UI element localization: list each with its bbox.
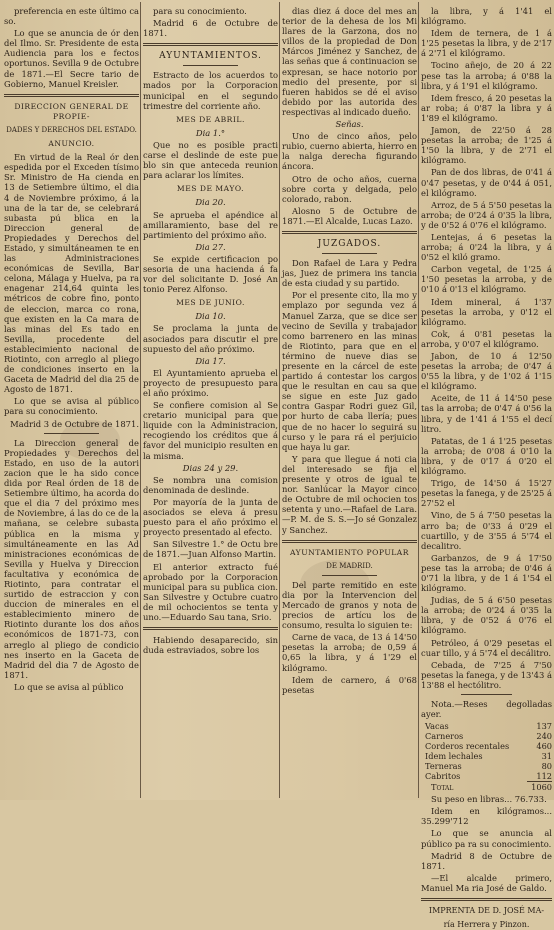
slaughter-table (421, 721, 552, 792)
table-cell-label: Total (431, 781, 454, 792)
paragraph: Lentejas, á 6 pesetas la arroba; á 0'24 la libra, y á 0'52 el kiló gramo. (421, 231, 552, 263)
paragraph: para su conocimiento. (153, 6, 247, 16)
month-heading: MES DE JUNIO. (176, 298, 245, 308)
paragraph: Garbanzos, de 9 á 17'50 pese tas la arroba; de 0'46 á 0'71 la libra, y de 1 á 1'54 el kilógramo. (421, 552, 552, 594)
table-cell-value: 240 (536, 731, 552, 742)
table-total-row (421, 782, 552, 793)
paragraph: Del parte remitido en este dia por la Intervencion del Mercado de granos y nota de precios de artícu los de consumo, resulta lo siguien te: (282, 579, 417, 631)
divider (282, 540, 417, 543)
paragraph: la libra, y á 1'41 el kilógramo. (421, 6, 552, 27)
paragraph: preferencia en este último ca so. (4, 6, 139, 27)
table-row (421, 761, 552, 771)
paragraph: Cok, á 0'81 pesetas la arroba, y 0'07 el kilógramo. (421, 328, 552, 349)
divider (322, 253, 377, 254)
table-cell-label: Vacas (425, 721, 449, 732)
paragraph: Carbon vegetal, de 1'25 á 1'50 pesetas la arroba, y de 0'10 á 0'13 el kilógramo. (421, 264, 552, 295)
section-heading: ANUNCIO. (48, 139, 95, 149)
paragraph: dias diez á doce del mes an terior de la dehesa de los Mi llares de la Garzona, dos no villos de la propiedad de Don Márcos Jiménez y Sanchez, de las señas que á continuacion se expresan, se hace notorio por medio del presente, por si fueren habidos se dé el aviso debido por las autorida des respectivas al indicado dueño. (282, 6, 417, 117)
table-cell-value: 460 (536, 741, 552, 752)
paragraph: En virtud de la Real ór den espedida por el Exceden tísimo Sr. Ministro de Ha cienda en 13 de Setiembre último, el dia 4 de Noviembre próximo, á la una de la tar de, se celebrará subasta pú blica en la Direccion general de Propiedades y Derechos del Estado, y simultáneamen te en las Administraciones económicas de Sevilla, Bar celona, Málaga y Huelva, pa ra enagenar 214,64 quinta les métricos de cobre fino, ponto de eleccion, marca co rona, que existen en la Ca mara de las minas del Es tado en Sevilla, procedente del establecimiento nacional de Riotinto, con arreglo al pliego de condiciones inserto en la Gaceta de Madrid del dia 25 de Agosto de 1871. (4, 152, 139, 395)
column-1 (4, 6, 139, 796)
paragraph: Otro de ocho años, cuerna sobre corta y delgada, pelo colorado, rabon. (282, 173, 417, 204)
day-label: Dia 20. (195, 197, 226, 208)
paragraph: Arroz, de 5 á 5'50 pesetas la arroba; de 0'24 á 0'35 la libra, y de 0'52 á 0'76 el kilógramo. (421, 199, 552, 230)
paragraph: Lo que se avisa al público (14, 681, 124, 692)
paragraph: Lo que se anuncia al público pa ra su conocimiento. (421, 828, 552, 849)
paragraph: Estracto de los acuerdos to mados por la Corporacion municipal en el segundo trimestre del corriente año. (143, 70, 278, 111)
paragraph: Don Rafael de Lara y Pedra jas, Juez de primera ins tancia de esta ciudad y su partido. (282, 258, 417, 289)
section-heading: AYUNTAMIENTOS. (159, 51, 262, 62)
paragraph: Idem de carnero, á 0'68 pesetas (282, 674, 417, 695)
table-cell-label: Idem lechales (425, 751, 483, 762)
paragraph: Se confiere comision al Se cretario municipal para que liquide con la Administracion, recogiendo los créditos que á favor del municipio resulten en la misma. (143, 400, 278, 461)
dateline: Madrid 3 de Octubre de 1871. (10, 418, 139, 429)
paragraph: Tocino añejo, de 20 á 22 pese tas la arroba; á 0'88 la libra, y á 1'91 el kilógramo. (421, 60, 552, 91)
paragraph: Jabon, de 10 á 12'50 pesetas la arroba; de 0'47 á 0'55 la libra, y de 1'02 á 1'15 el kilógramo. (421, 351, 552, 392)
table-cell-label: Terneras (425, 761, 462, 772)
paragraph: Habiendo desaparecido, sin duda estraviados, sobre los (143, 635, 278, 656)
paragraph: Y para que llegue á noti cia del interesado se fija el presente y otros de igual te nor. Sanlúcar la Mayor cinco de Octubre de mil ochocien tos setenta y uno.—Rafael de Lara.—P. M. de S. S.—Jo sé Gonzalez y Sanchez. (282, 453, 417, 535)
divider (143, 627, 278, 630)
section-heading: DIRECCION GENERAL DE PROPIE- (14, 101, 129, 121)
divider (143, 43, 278, 46)
paragraph: El Ayuntamiento aprueba el proyecto de presupuesto para el año próximo. (143, 367, 278, 398)
paragraph: Jamon, de 22'50 á 28 pesetas la arroba; de 1'25 á 1'50 la libra, y de 2'71 el kilógramo. (421, 125, 552, 166)
paragraph: Uno de cinco años, pelo rubio, cuerno abierta, hierro en la nalga derecha figurando áncora. (282, 131, 417, 172)
day-label: Dia 1.° (195, 127, 226, 138)
divider (4, 94, 139, 97)
paragraph: Pan de dos libras, de 0'41 á 0'47 pesetas, y de 0'44 á 051, el kilógramo. (421, 167, 552, 198)
table-row (421, 731, 552, 741)
paragraph: Idem mineral, á 1'37 pesetas la arroba, y 0'12 el kilógramo. (421, 296, 552, 327)
month-heading: MES DE MAYO. (176, 184, 245, 194)
column-4 (421, 6, 552, 930)
section-subheading: DADES Y DERECHOS DEL ESTADO. (6, 125, 137, 134)
day-label: Dias 24 y 29. (182, 462, 239, 473)
paragraph: Se proclama la junta de asociados para discutir el pre supuesto del año próximo. (143, 323, 278, 354)
table-row (421, 741, 552, 751)
table-cell-label: Corderos recentales (425, 741, 510, 752)
paragraph: Su peso en libras... 76.733. (431, 794, 547, 805)
paragraph: Se aprueba el apéndice al amillaramiento, base del re partimiento del próximo año. (143, 209, 278, 240)
paragraph: Petróleo, á 0'29 pesetas el cuar tillo, y á 5'74 el decálitro. (421, 637, 552, 658)
paragraph: Lo que se anuncia de ór den del Ilmo. Sr. Presidente de esta Audiencia para los e fectos oportunos. Sevilla 9 de Octubre de 1871.—El Secre tario de Gobierno, Manuel Kreisler. (4, 28, 139, 89)
paragraph: Judias, de 5 á 6'50 pesetas la arroba; de 0'24 á 0'35 la libra, y de 0'52 á 0'76 el kilógramo. (421, 595, 552, 636)
paragraph: Trigo, de 14'50 á 15'27 pesetas la fanega, y de 25'25 á 27'52 el (421, 478, 552, 509)
table-cell-label: Carneros (425, 731, 464, 742)
paragraph: El anterior extracto fué aprobado por la Corporacion municipal para su publica cion. San Silvestre y Octubre cuatro de mil ochocientos se tenta y uno.—Eduardo Sau tana, Srio. (143, 561, 278, 622)
paragraph: Cebada, de 7'25 á 7'50 pesetas la fanega, y de 13'43 á 13'88 el hectólitro. (421, 659, 552, 690)
table-cell-value: 112 (536, 771, 552, 782)
paragraph: Lo que se avisa al público para su conocimiento. (4, 396, 139, 417)
section-heading: AYUNTAMIENTO POPULAR (290, 547, 409, 557)
paragraph: Que no es posible practi carse el deslinde de este pue blo sin que anteceda reunion para aclarar los límites. (143, 139, 278, 181)
printer-imprint: IMPRENTA DE D. JOSÉ MA- (428, 906, 545, 916)
divider (183, 65, 238, 66)
column-divider (140, 2, 141, 798)
label: Señas. (335, 119, 364, 130)
section-heading: JUZGADOS. (317, 238, 382, 249)
divider (421, 898, 552, 901)
paragraph: Patatas, de 1 á 1'25 pesetas la arroba; de 0'08 á 0'10 la libra, y de 0'17 á 0'20 el kilógramo. (421, 435, 552, 477)
dateline: Madrid 6 de Octubre de 1871. (143, 18, 278, 39)
table-cell-value: 80 (541, 761, 552, 772)
paragraph: Idem fresco, á 20 pesetas la ar roba; á 0'87 la libra y á 1'89 el kilógramo. (421, 92, 552, 123)
table-row (421, 751, 552, 761)
day-label: Dia 27. (195, 241, 226, 252)
printer-imprint: ría Herrera y Pinzon. (443, 920, 530, 930)
paragraph: Se expide certificacion po sesoria de una hacienda á fa vor del solicitante D. José An tonio Perez Alfonso. (143, 253, 278, 295)
column-3 (282, 6, 417, 796)
paragraph: Por el presente cito, lla mo y emplazo por segunda vez á Manuel Zarza, que se dice ser vecino de Sevilla y trabajador como barrenero en las minas de Riotinto, para que en el término de nueve dias se presente en la cárcel de este partido á contestar los cargos que le resultan en cau sa que se sigue en este Juz gado contra Gaspar Rodri guez Gil, por hurto de caba llería; pues que de no hacer lo seguirá su curso y le para rá el perjuicio que haya lu gar. (282, 290, 417, 452)
table-cell-label: Cabritos (425, 771, 461, 782)
table-cell-value: 1060 (527, 782, 552, 793)
divider (282, 231, 417, 234)
divider (461, 694, 512, 695)
month-heading: MES DE ABRIL. (176, 114, 245, 124)
divider (322, 575, 377, 576)
paragraph: La Direccion general de Propiedades y Derechos del Estado, en uso de la autori zacion que le ha sido conce dida por Real órden de 18 de Setiembre último, ha acorda do que el dia 7 del próximo mes de Noviembre, á las do ce de la mañana, se celebre subasta pública en la misma y simultáneamente en las Ad ministraciones económicas de Sevilla y Huelva y Direccion facultativa y económica de Riotinto, para contratar el surtido de estraccion y con duccion de minerales en el establecimiento minero de Riotinto durante los dos años económicos de 1871-73, con arreglo al pliego de condicio nes inserto en la Gaceta de Madrid del dia 7 de Agosto de 1871. (4, 437, 139, 680)
paragraph: Vino, de 5 á 7'50 pesetas la arro ba; de 0'33 á 0'29 el cuartillo, y de 3'55 á 5'74 el decalitro. (421, 510, 552, 551)
paragraph: Alosno 5 de Octubre de 1871.—El Alcalde, Lucas Lazo. (282, 205, 417, 226)
column-divider (279, 2, 280, 798)
paragraph: Por mayoría de la junta de asociados se eleva á presu puesto para el año próximo el proyecto presentado al efecto. (143, 496, 278, 538)
section-subheading: DE MADRID. (326, 561, 373, 570)
paragraph: San Silvestre 1.° de Octu bre de 1871.—Juan Alfonso Martin. (143, 539, 278, 560)
divider (44, 433, 99, 434)
table-cell-value: 31 (541, 751, 552, 762)
table-row (421, 721, 552, 731)
dateline: Madrid 8 de Octubre de 1871. (421, 850, 552, 871)
column-divider (418, 2, 419, 798)
note-heading: Nota.—Reses degolladas ayer. (421, 699, 552, 720)
column-2 (143, 6, 278, 796)
table-cell-value: 137 (536, 721, 552, 732)
paragraph: Idem en kilógramos... 35.299'712 (421, 806, 552, 827)
paragraph: Idem de ternera, de 1 á 1'25 pesetas la libra, y de 2'17 á 2'71 el kilógramo. (421, 28, 552, 59)
day-label: Dia 17. (195, 355, 226, 366)
day-label: Dia 10. (195, 311, 226, 322)
paragraph: Aceite, de 11 á 14'50 pese tas la arroba; de 0'47 á 0'56 la libra, y de 1'41 á 1'55 el decí litro. (421, 393, 552, 434)
paragraph: Carne de vaca, de 13 á 14'50 pesetas la arroba; de 0,59 á 0,65 la libra, y á 1'29 el kilógramo. (282, 632, 417, 673)
paragraph: Se nombra una comision denominada de deslinde. (143, 474, 278, 495)
paragraph: —El alcalde primero, Manuel Ma ria José de Galdo. (421, 872, 552, 893)
table-row (421, 771, 552, 782)
